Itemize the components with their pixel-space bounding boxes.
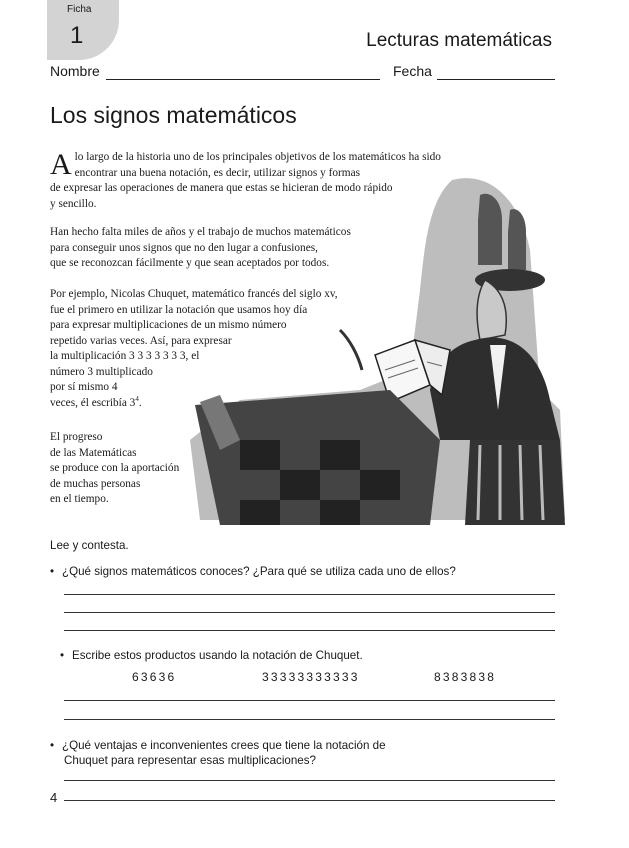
question-3 (50, 739, 386, 752)
paragraph-line: Por ejemplo, Nicolas Chuquet, matemático francés del siglo xv, (50, 288, 338, 300)
paragraph-line: número 3 multiplicado (50, 365, 153, 378)
paragraph-line: la multiplicación 3 3 3 3 3 3 3, el (50, 350, 200, 362)
product-3: 8383838 (434, 670, 497, 684)
paragraph-line: en el tiempo. (50, 493, 109, 505)
paragraph-line: repetido varias veces. Así, para expresar (50, 334, 232, 347)
drop-cap: A (50, 148, 72, 181)
paragraph-line: que se reconozcan fácilmente y que sean aceptados por todos. (50, 257, 330, 269)
question-2 (60, 649, 363, 662)
nombre-field[interactable] (106, 79, 380, 80)
question-3-text: ¿Qué ventajas e inconvenientes crees que tiene la notación de (62, 739, 386, 752)
paragraph-2 (50, 225, 400, 272)
answer-line[interactable] (64, 630, 555, 631)
chuquet-text: veces, él escribía 3 (50, 396, 136, 409)
paragraph-line: de las Matemáticas (50, 446, 137, 459)
question-3-continued: Chuquet para representar esas multiplicaciones? (64, 754, 316, 767)
exponent: 4 (135, 394, 139, 403)
answer-line[interactable] (64, 719, 555, 720)
answer-line[interactable] (64, 800, 555, 801)
paragraph-line: de muchas personas (50, 477, 141, 490)
period: . (138, 396, 142, 409)
answer-line[interactable] (64, 594, 555, 595)
nombre-label: Nombre (50, 63, 100, 79)
intro-line: y sencillo. (50, 197, 97, 210)
question-1 (50, 565, 456, 578)
page-title: Los signos matemáticos (50, 102, 297, 128)
question-1-text: ¿Qué signos matemáticos conoces? ¿Para qué se utiliza cada uno de ellos? (62, 565, 456, 578)
bullet-icon: • (60, 649, 65, 662)
paragraph-line: Han hecho falta miles de años y el trabajo de muchos matemáticos (50, 226, 351, 238)
paragraph-line: fue el primero en utilizar la notación que usamos hoy día (50, 303, 308, 316)
answer-line[interactable] (64, 780, 555, 781)
ficha-label: Ficha (67, 4, 92, 15)
page-number: 4 (50, 790, 58, 805)
ficha-number: 1 (70, 22, 84, 49)
paragraph-3 (50, 287, 390, 411)
answer-line[interactable] (64, 612, 555, 613)
intro-line: encontrar una buena notación, es decir, utilizar signos y formas (74, 166, 360, 179)
product-1: 63636 (132, 670, 177, 684)
product-2: 33333333333 (262, 670, 360, 684)
answer-line[interactable] (64, 700, 555, 701)
paragraph-line: El progreso (50, 431, 103, 443)
intro-paragraph (50, 150, 470, 212)
paragraph-line: para conseguir unos signos que no den lugar a confusiones, (50, 241, 318, 254)
bullet-icon: • (50, 565, 55, 578)
instruction: Lee y contesta. (50, 539, 129, 552)
fecha-label: Fecha (393, 63, 432, 79)
header-title: Lecturas matemáticas (366, 30, 552, 51)
paragraph-line (50, 396, 390, 412)
bullet-icon: • (50, 739, 55, 752)
paragraph-line: para expresar multiplicaciones de un mismo número (50, 319, 287, 331)
fecha-field[interactable] (437, 79, 555, 80)
paragraph-line: por sí mismo 4 (50, 381, 118, 393)
intro-line: de expresar las operaciones de manera que estas se hicieran de modo rápido (50, 182, 393, 194)
intro-line: lo largo de la historia uno de los principales objetivos de los matemáticos ha sido (74, 151, 441, 163)
paragraph-line: se produce con la aportación (50, 462, 180, 474)
question-2-text: Escribe estos productos usando la notación de Chuquet. (72, 649, 363, 662)
paragraph-4 (50, 430, 210, 508)
